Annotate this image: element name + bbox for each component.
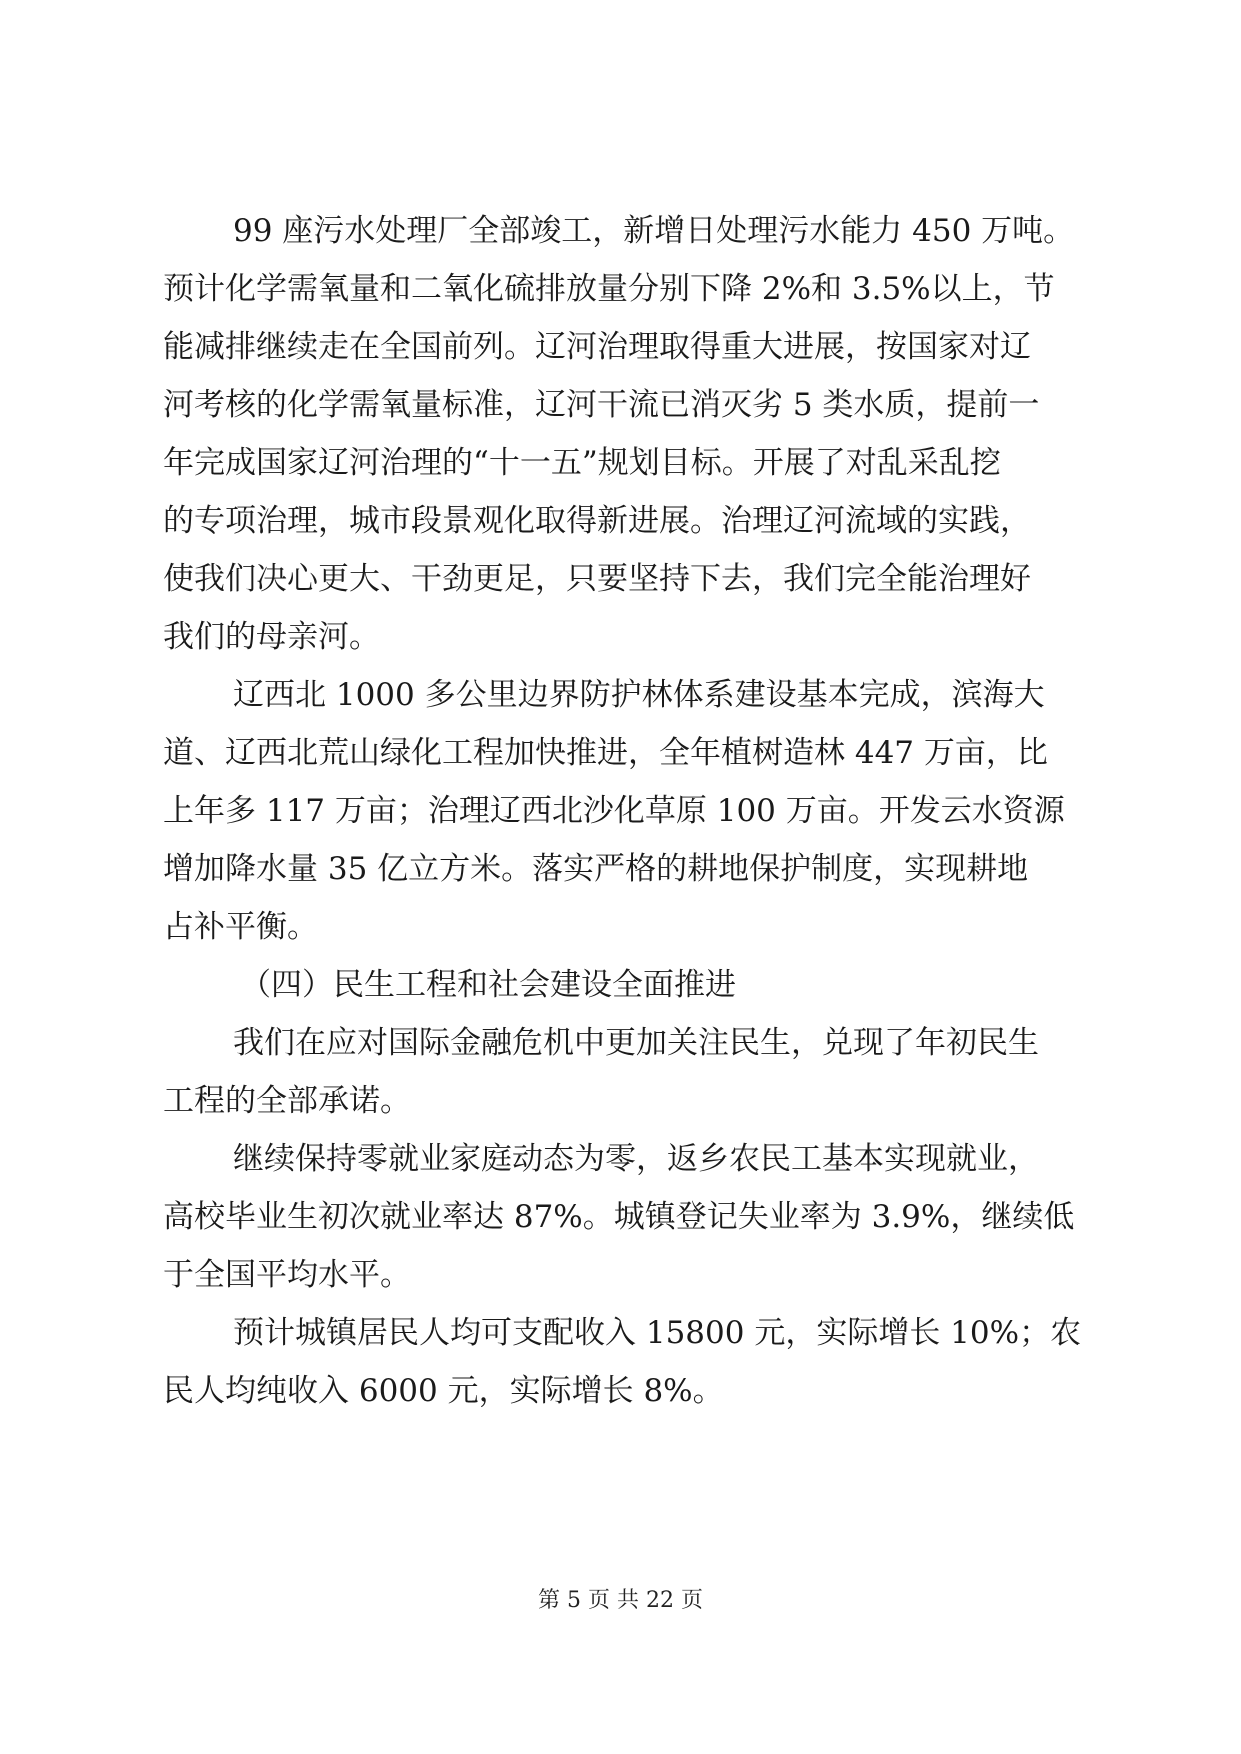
text-line: 高校毕业生初次就业率达 87%。城镇登记失业率为 3.9%，继续低: [163, 1199, 1075, 1235]
text-line: 占补平衡。: [163, 909, 318, 945]
text-line: 的专项治理，城市段景观化取得新进展。治理辽河流域的实践，: [163, 503, 1031, 539]
text-line: 上年多 117 万亩；治理辽西北沙化草原 100 万亩。开发云水资源: [163, 793, 1065, 829]
section-heading: （四）民生工程和社会建设全面推进: [240, 967, 736, 1003]
text-line: 道、辽西北荒山绿化工程加快推进，全年植树造林 447 万亩，比: [163, 735, 1048, 771]
text-line: 我们在应对国际金融危机中更加关注民生，兑现了年初民生: [233, 1025, 1039, 1061]
text-line: 继续保持零就业家庭动态为零，返乡农民工基本实现就业，: [233, 1141, 1039, 1177]
text-line: 我们的母亲河。: [163, 619, 380, 655]
text-line: 年完成国家辽河治理的“十一五”规划目标。开展了对乱采乱挖: [163, 445, 1001, 481]
text-line: 99 座污水处理厂全部竣工，新增日处理污水能力 450 万吨。: [233, 213, 1075, 249]
text-line: 预计城镇居民人均可支配收入 15800 元，实际增长 10%；农: [233, 1315, 1082, 1351]
text-line: 工程的全部承诺。: [163, 1083, 411, 1119]
page-number-footer: 第 5 页 共 22 页: [538, 1588, 703, 1613]
text-line: 使我们决心更大、干劲更足，只要坚持下去，我们完全能治理好: [163, 561, 1031, 597]
text-line: 河考核的化学需氧量标准，辽河干流已消灭劣 5 类水质，提前一: [163, 387, 1040, 423]
text-line: 能减排继续走在全国前列。辽河治理取得重大进展，按国家对辽: [163, 329, 1031, 365]
text-line: 增加降水量 35 亿立方米。落实严格的耕地保护制度，实现耕地: [163, 851, 1029, 887]
text-line: 辽西北 1000 多公里边界防护林体系建设基本完成，滨海大: [233, 677, 1045, 713]
text-line: 民人均纯收入 6000 元，实际增长 8%。: [163, 1373, 724, 1409]
text-line: 预计化学需氧量和二氧化硫排放量分别下降 2%和 3.5%以上，节: [163, 271, 1055, 307]
text-line: 于全国平均水平。: [163, 1257, 411, 1293]
